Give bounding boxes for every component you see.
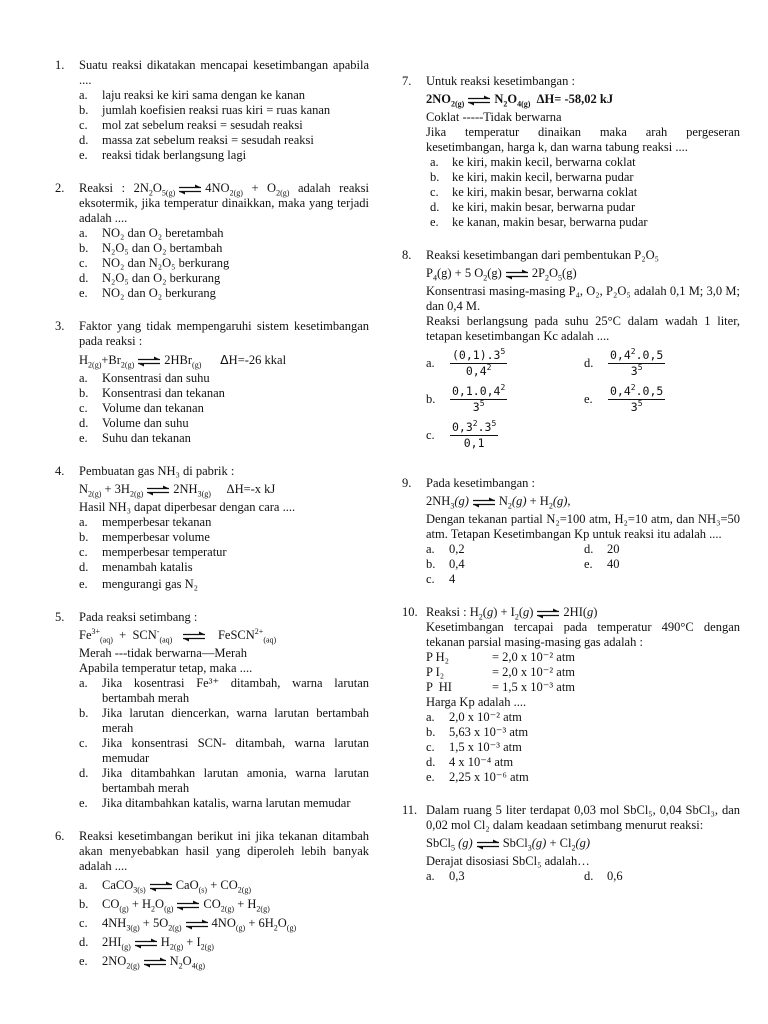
equilibrium-arrow-icon: [535, 608, 561, 619]
option-e[interactable]: e. Jika ditambahkan katalis, warna larutan memudar: [79, 796, 351, 810]
option-d[interactable]: d. Jika ditambahkan larutan amonia, warna larutan bertambah merah: [79, 766, 369, 795]
option-c[interactable]: c. Volume dan tekanan: [79, 401, 204, 415]
option-a[interactable]: a. 2,0 x 10⁻² atm: [426, 710, 522, 724]
question-text: Dengan tekanan partial N₂=100 atm, H₂=10 atm, dan NH₃=50 atm. Tetapan Kesetimbangan Kp untuk reaksi itu adalah ....: [426, 512, 740, 541]
left-column: [55, 58, 369, 987]
option-d[interactable]: d. 4 x 10⁻⁴ atm: [426, 755, 514, 769]
option-b[interactable]: b. 0,4: [426, 557, 465, 571]
reaction-equation: SbCl$_5$ (g) SbCl$_3$(g) + $Cl_2(g)$: [426, 836, 591, 853]
option-b[interactable]: b. $\frac{0,1.0,4^2}{3^5}$: [426, 382, 506, 414]
equilibrium-arrow-icon: [142, 957, 168, 968]
question-number: 2.: [55, 181, 65, 195]
option-c[interactable]: c. NO₂ dan N₂O₅ berkurang: [79, 256, 230, 270]
option-a[interactable]: a. $\frac{(0,1).3^5}{0,4^2}$: [426, 346, 506, 378]
option-d[interactable]: d. ke kiri, makin besar, berwarna pudar: [430, 200, 636, 214]
options-grid: [426, 542, 740, 587]
question-text: Konsentrasi masing-masing P₄, O₂, P₂O₅ adalah 0,1 M; 3,0 M; dan 0,4 M.: [426, 284, 740, 313]
equilibrium-arrow-icon: [475, 839, 501, 850]
question-stem: Untuk reaksi kesetimbangan :: [426, 74, 575, 88]
option-a[interactable]: a. ke kiri, makin kecil, berwarna coklat: [430, 155, 636, 169]
options-grid: [426, 869, 740, 884]
question-stem: Reaksi kesetimbangan berikut ini jika tekanan ditambah akan menyebabkan hasil yang diperoleh lebih banyak adalah ....: [79, 829, 369, 873]
option-c[interactable]: c. $\frac{0,3^2.3^5}{0,1}$: [426, 418, 497, 450]
question-stem: Dalam ruang 5 liter terdapat 0,03 mol SbCl₅, 0,04 SbCl₃, dan 0,02 mol Cl₂ dalam keadaan setimbang menurut reaksi:: [426, 803, 740, 832]
question-2: [55, 181, 369, 301]
equilibrium-arrow-icon: [184, 919, 210, 930]
question-stem: Pembuatan gas NH₃ di pabrik :: [79, 464, 235, 478]
question-stem: Reaksi kesetimbangan dari pembentukan P₂O₅: [426, 248, 659, 262]
option-e[interactable]: e. reaksi tidak berlangsung lagi: [79, 148, 247, 162]
equilibrium-arrow-icon: [181, 631, 207, 642]
option-e[interactable]: e. $2NO_{2(g)}$ $N_2O_{4(g)}$: [79, 954, 206, 971]
option-c[interactable]: c. memperbesar temperatur: [79, 545, 227, 559]
question-stem: Pada kesetimbangan :: [426, 476, 535, 490]
question-text: Harga Kp adalah ....: [426, 695, 527, 709]
question-1: [55, 58, 369, 163]
equilibrium-arrow-icon: [471, 497, 497, 508]
equilibrium-arrow-icon: [148, 881, 174, 892]
option-d[interactable]: d. $2HI_{(g)}$ $H_{2(g)} + I_{2(g)}$: [79, 935, 214, 952]
pressure-table: P H₂ = 2,0 x 10⁻² atm P I₂ = 2,0 x 10⁻² atm P HI = 1,5 x 10⁻³ atm: [426, 650, 576, 694]
option-d[interactable]: d. $\frac{0,4^2.0,5}{3^5}$: [584, 346, 664, 378]
option-b[interactable]: b. 5,63 x 10⁻³ atm: [426, 725, 529, 739]
question-3: [55, 319, 369, 446]
equilibrium-arrow-icon: [175, 900, 201, 911]
reaction-equation: $2NO_{2(g)}$ $N_2O_{4(g)}$ ΔH= -58,02 kJ: [426, 92, 614, 109]
question-number: 10.: [402, 605, 418, 619]
option-a[interactable]: a. Konsentrasi dan suhu: [79, 371, 210, 385]
option-a[interactable]: a. laju reaksi ke kiri sama dengan ke kanan: [79, 88, 306, 102]
question-5: [55, 610, 369, 811]
option-e[interactable]: e. ke kanan, makin besar, berwarna pudar: [430, 215, 648, 229]
option-c[interactable]: c. mol zat sebelum reaksi = sesudah reaksi: [79, 118, 303, 132]
question-text: Reaksi berlangsung pada suhu 25°C dalam wadah 1 liter, tetapan kesetimbangan Kc adalah ....: [426, 314, 740, 343]
question-number: 7.: [402, 74, 412, 88]
option-e[interactable]: e. Suhu dan tekanan: [79, 431, 191, 445]
option-e[interactable]: e. mengurangi gas N₂: [79, 577, 199, 591]
question-7: [402, 74, 740, 230]
equilibrium-arrow-icon: [504, 269, 530, 280]
question-10: [402, 605, 740, 785]
reaction-equation: $N_{2(g)} + 3H_{2(g)}$ $2NH_{3(g)}$ ΔH=-x kJ: [79, 482, 276, 499]
option-d[interactable]: d. 0,6: [584, 869, 623, 883]
question-stem: Pada reaksi setimbang :: [79, 610, 198, 624]
question-text: Apabila temperatur tetap, maka ....: [79, 661, 253, 675]
option-a[interactable]: a. 0,2: [426, 542, 465, 556]
option-e[interactable]: e. $\frac{0,4^2.0,5}{3^5}$: [584, 382, 664, 414]
question-text: Derajat disosiasi SbCl₅ adalah…: [426, 854, 590, 868]
option-e[interactable]: e. 2,25 x 10⁻⁶ atm: [426, 770, 529, 784]
fraction-options: [426, 348, 740, 450]
equilibrium-arrow-icon: [145, 485, 171, 496]
question-9: [402, 476, 740, 587]
reaction-equation: $Fe^{3+}_{(aq)} + SCN^-_{(aq)}$ FeSCN$^{2+}_{(aq)}$: [79, 626, 277, 645]
question-4: [55, 464, 369, 592]
option-b[interactable]: b. ke kiri, makin kecil, berwarna pudar: [430, 170, 634, 184]
option-d[interactable]: d. N₂O₅ dan O₂ berkurang: [79, 271, 221, 285]
option-b[interactable]: b. jumlah koefisien reaksi ruas kiri = ruas kanan: [79, 103, 331, 117]
question-text: Kesetimbangan tercapai pada temperatur 490°C dengan tekanan parsial masing-masing gas adalah :: [426, 620, 740, 649]
equilibrium-arrow-icon: [466, 95, 492, 106]
question-number: 9.: [402, 476, 412, 490]
right-column: [402, 74, 740, 902]
option-b[interactable]: b. $CO_{(g)} + H_2O_{(g)}$ $CO_{2(g)} + H_{2(g)}$: [79, 897, 270, 914]
question-stem: Reaksi : $H_2(g) + I_2(g)$ 2HI(g): [426, 605, 598, 622]
option-a[interactable]: a. memperbesar tekanan: [79, 515, 212, 529]
question-stem: Faktor yang tidak mempengaruhi sistem kesetimbangan pada reaksi :: [79, 319, 369, 348]
reaction-equation: $P_4(g) + 5$ $O_2(g)$ $2P_2O_5(g)$: [426, 266, 577, 283]
option-d[interactable]: d. menambah katalis: [79, 560, 193, 574]
question-number: 5.: [55, 610, 65, 624]
equilibrium-arrow-icon: [177, 184, 203, 195]
option-a[interactable]: a. CaCO$_{3(s)}$ $CaO_{(s)} + CO_{2(g)}$: [79, 878, 252, 895]
option-c[interactable]: c. Jika konsentrasi SCN- ditambah, warna larutan memudar: [79, 736, 369, 765]
option-b[interactable]: b. Konsentrasi dan tekanan: [79, 386, 225, 400]
equilibrium-arrow-icon: [136, 356, 162, 367]
option-c[interactable]: c. 1,5 x 10⁻³ atm: [426, 740, 522, 754]
option-a[interactable]: a. Jika kosentrasi Fe³⁺ ditambah, warna larutan bertambah merah: [79, 676, 369, 705]
option-d[interactable]: d. Volume dan suhu: [79, 416, 189, 430]
option-d[interactable]: d. 20: [584, 542, 620, 556]
option-c[interactable]: c. ke kiri, makin besar, berwarna coklat: [430, 185, 638, 199]
question-number: 11.: [402, 803, 418, 817]
question-text: Jika temperatur dinaikan maka arah pergeseran kesetimbangan, harga k, dan warna tabung reaksi ....: [426, 125, 740, 154]
question-6: [55, 829, 369, 969]
question-text: Hasil NH₃ dapat diperbesar dengan cara ....: [79, 500, 296, 514]
question-number: 3.: [55, 319, 65, 333]
question-number: 4.: [55, 464, 65, 478]
question-number: 1.: [55, 58, 65, 72]
question-8: [402, 248, 740, 450]
option-e[interactable]: e. NO₂ dan O₂ berkurang: [79, 286, 216, 300]
option-c[interactable]: c. $4NH_{3(g)} + 5O_{2(g)}$ $4NO_{(g)} + 6H_2O_{(g)}$: [79, 916, 297, 933]
option-b[interactable]: b. N₂O₅ dan O₂ bertambah: [79, 241, 223, 255]
question-stem: Reaksi : $2N_2O_{5(g)}$ $4NO_{2(g)} + O_{2(g)}$ adalah reaksi eksotermik, jika temperatur dinaikkan, maka yang terjadi adalah ....: [79, 181, 369, 225]
question-number: 8.: [402, 248, 412, 262]
color-note: Coklat -----Tidak berwarna: [426, 110, 562, 124]
option-a[interactable]: a. 0,3: [426, 869, 465, 883]
option-b[interactable]: b. memperbesar volume: [79, 530, 210, 544]
option-e[interactable]: e. 40: [584, 557, 620, 571]
option-a[interactable]: a. NO₂ dan O₂ beretambah: [79, 226, 224, 240]
question-stem: Suatu reaksi dikatakan mencapai kesetimbangan apabila ....: [79, 58, 369, 87]
question-11: [402, 803, 740, 884]
option-c[interactable]: c. 4: [426, 572, 456, 586]
color-note: Merah ---tidak berwarna—Merah: [79, 646, 247, 660]
option-d[interactable]: d. massa zat sebelum reaksi = sesudah reaksi: [79, 133, 314, 147]
equilibrium-arrow-icon: [133, 938, 159, 949]
option-b[interactable]: b. Jika larutan diencerkan, warna larutan bertambah merah: [79, 706, 369, 735]
question-number: 6.: [55, 829, 65, 843]
reaction-equation: $2NH_3(g) N_2(g) + H_2(g)$,: [426, 494, 571, 511]
reaction-equation: $H_{2(g)}+Br_{2(g)}$ 2HBr$_{(g)}$ ΔH=-26 kkal: [79, 352, 287, 370]
